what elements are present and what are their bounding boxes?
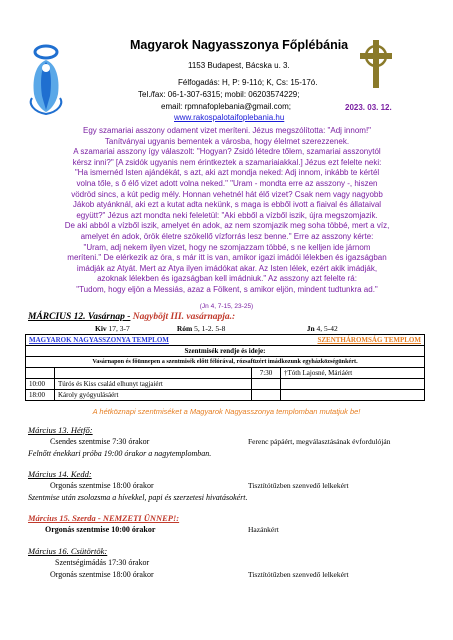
table-row xyxy=(26,346,425,357)
weekday-note: A hétköznapi szentmiséket a Magyarok Nagyasszonya templomban mutatjuk be! xyxy=(92,407,361,416)
gospel-line: Jákob atyánknál, aki ezt a kutat adta nekünk, s maga is ebből ivott a fiaival és állataival xyxy=(72,200,382,210)
schedule-header: Szentmisék rendje és ideje: xyxy=(26,346,425,357)
rosary-note: Vasárnapon és főünnepen a szentmisék előtt félórával, rózsafüzért imádkozunk egyházközségünkért. xyxy=(26,357,425,368)
day-heading: Március 16. Csütörtök: xyxy=(28,546,108,556)
adoration-entry: Szentségimádás 17:30 órakor xyxy=(55,558,150,567)
mass-intention: Túrós és Kiss család elhunyt tagjaiért xyxy=(55,379,252,390)
email-contact: email: rpmnafoplebania@gmail.com; xyxy=(161,102,291,111)
mass-time: 7:30 xyxy=(252,368,281,379)
mass-entry: Orgonás szentmise 18:00 órakor xyxy=(50,570,154,579)
gospel-line: vödröd sincs, a kút pedig mély. Honnan vehetnél hát élő vizet? Csak nem vagy nagyobb xyxy=(71,189,383,199)
readings-row xyxy=(95,324,338,333)
gospel-line: "Uram, adj nekem ilyen vizet, hogy ne szomjazzam többé, s ne kelljen ide járnom xyxy=(83,242,371,252)
parish-title: Magyarok Nagyasszonya Főplébánia xyxy=(130,38,349,52)
gospel-line: imádják az Atyát. Mert az Atya ilyen imádókat akar. Az Isten lélek, ezért akik imádják, xyxy=(76,263,378,273)
table-row xyxy=(26,379,425,390)
gospel-line: azoknak lélekben és igazságban kell imádniuk." Az asszony azt felelte rá: xyxy=(97,274,357,284)
mass-time: 10:00 xyxy=(26,379,55,390)
gospel-line: meríteni." De elérkezik az óra, s már itt is van, amikor igazi imádói lélekben és igazságban xyxy=(67,253,387,263)
table-row xyxy=(26,368,425,379)
table-row xyxy=(26,335,425,346)
mass-schedule-table xyxy=(25,334,425,401)
gospel-line: "Ha ismernéd Isten ajándékát, s azt, aki azt mondja neked: Adj innom, inkább te kértél xyxy=(74,168,380,178)
gospel-line: együtt?" Jézus azt mondta neki feleletül: "Aki ebből a vízből iszik, újra megszomjazik. xyxy=(76,210,378,220)
reading-book: Róm xyxy=(176,324,193,333)
reading-book: Kiv xyxy=(95,324,107,333)
mass-time xyxy=(252,379,281,390)
mass-entry: Orgonás szentmise 10:00 órakor xyxy=(45,525,156,534)
mass-intention xyxy=(281,379,425,390)
mass-intention: Tisztítótűzben szenvedő lelkekért xyxy=(248,570,349,579)
bulletin-date: 2023. 03. 12. xyxy=(345,103,392,112)
extra-note: Felnőtt énekkari próba 19:00 órakor a nagytemplomban. xyxy=(28,449,212,458)
sunday-date-label: MÁRCIUS 12. Vasárnap - xyxy=(28,312,131,322)
sunday-heading xyxy=(28,312,235,322)
day-heading: Március 13. Hétfő: xyxy=(28,425,93,435)
mass-time xyxy=(26,368,55,379)
church-name-right: SZENTHÁROMSÁG TEMPLOM xyxy=(252,335,425,346)
gospel-line: Tanítványai ugyanis bementek a városba, hogy élelmet szerezzenek. xyxy=(104,136,350,146)
table-row xyxy=(26,357,425,368)
mass-time: 18:00 xyxy=(26,390,55,401)
mass-intention: †Tóth Lajosné, Máriáért xyxy=(281,368,425,379)
celtic-cross-icon xyxy=(356,38,396,90)
extra-note: Szentmise után zsolozsma a hívekkel, papi és szerzetesi hivatásokért. xyxy=(28,493,248,502)
sunday-subtitle: Nagyböjt III. vasárnapja.: xyxy=(132,312,236,322)
day-heading: Március 14. Kedd: xyxy=(28,469,92,479)
gospel-line: A szamariai asszony így válaszolt: "Hogyan? Zsidó létedre tőlem, szamariai asszonytól xyxy=(73,147,381,157)
office-hours: Félfogadás: H, P: 9-11ó; K, Cs: 15-17ó. xyxy=(178,78,318,87)
gospel-reference: (Jn 4, 7-15, 23-25) xyxy=(199,303,254,310)
mass-intention: Ferenc pápáért, megválasztásának évfordulóján xyxy=(248,437,391,446)
gospel-line: volna tőle, s ő élő vizet adott volna neked." "Uram - mondta erre az asszony -, hiszen xyxy=(76,178,378,188)
reading-ref: 5, 1-2. 5-8 xyxy=(194,324,226,333)
parish-address: 1153 Budapest, Bácska u. 3. xyxy=(188,61,290,70)
mass-intention xyxy=(55,368,252,379)
mass-intention: Hazánkért xyxy=(248,525,279,534)
mass-intention: Károly gyógyulásáért xyxy=(55,390,252,401)
mass-entry: Csendes szentmise 7:30 órakor xyxy=(50,437,150,446)
mass-entry: Orgonás szentmise 18:00 órakor xyxy=(50,481,154,490)
mass-intention xyxy=(281,390,425,401)
gospel-text xyxy=(22,126,432,296)
reading-book: Jn xyxy=(306,324,315,333)
gospel-line: amelyet én adok, örök életre szökellő vízforrás lesz benne." Erre az asszony kérte: xyxy=(80,231,374,241)
madonna-logo-icon xyxy=(18,38,74,116)
phone-contact: Tel./fax: 06-1-307-6315; mobil: 06203574229; xyxy=(138,90,300,99)
mass-time xyxy=(252,390,281,401)
reading-ref: 17, 3-7 xyxy=(108,324,130,333)
reading-ref: 4, 5-42 xyxy=(316,324,338,333)
gospel-line: kérsz inni?" [A zsidók ugyanis nem érintkeztek a szamariaiakkal.] Jézus ezt felelte neki: xyxy=(72,157,382,167)
gospel-line: De aki abból a vízből iszik, amelyet én adok, az nem szomjazik meg soha többé, mert a víz, xyxy=(64,221,390,231)
table-row xyxy=(26,390,425,401)
gospel-line: "Tudom, hogy eljön a Messiás, azaz a Fölkent, s amikor eljön, mindent tudtunkra ad." xyxy=(76,284,378,294)
website-link[interactable]: www.rakospalotaifoplebania.hu xyxy=(174,113,285,122)
day-heading-holiday: Március 15. Szerda - NEMZETI ÜNNEP!: xyxy=(28,513,180,523)
church-name-left: MAGYAROK NAGYASSZONYA TEMPLOM xyxy=(26,335,252,346)
gospel-line: Egy szamariai asszony odament vizet meríteni. Jézus megszólította: "Adj innom!" xyxy=(82,126,372,135)
mass-intention: Tisztítótűzben szenvedő lelkekért xyxy=(248,481,349,490)
